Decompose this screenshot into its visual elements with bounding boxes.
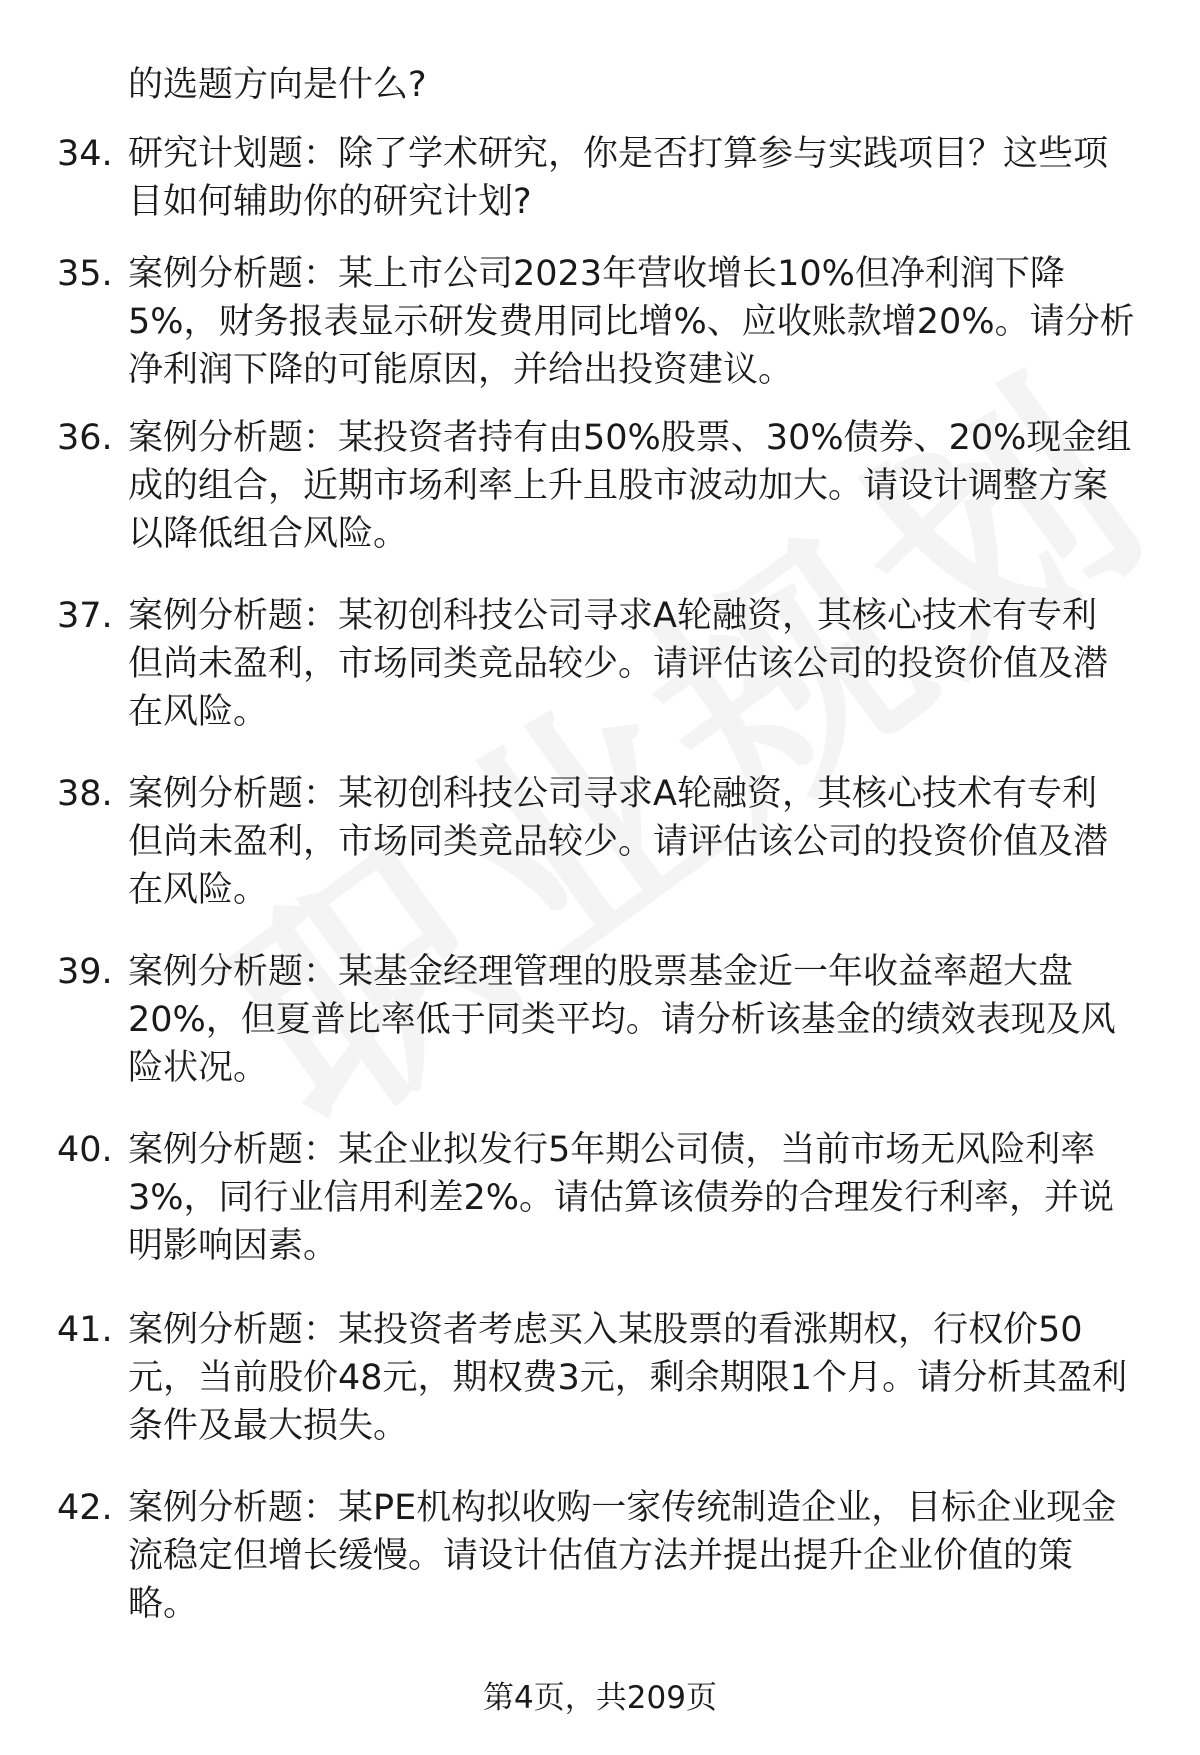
- text-line: 研究计划题：除了学术研究，你是否打算参与实践项目？这些项: [128, 134, 1109, 174]
- text-line: 在风险。: [128, 870, 269, 910]
- question-text: [128, 948, 1168, 1092]
- question-number: 37.: [57, 596, 113, 636]
- text-line: 5%，财务报表显示研发费用同比增%、应收账款增20%。请分析: [128, 302, 1135, 342]
- text-line: 案例分析题：某投资者持有由50%股票、30%债券、20%现金组: [128, 418, 1132, 458]
- text-line: 20%，但夏普比率低于同类平均。请分析该基金的绩效表现及风: [128, 1000, 1116, 1040]
- question-text: [128, 250, 1168, 394]
- text-line: 条件及最大损失。: [128, 1406, 409, 1446]
- question-number: 39.: [57, 952, 113, 992]
- text-line: 3%，同行业信用利差2%。请估算该债券的合理发行利率，并说: [128, 1178, 1115, 1218]
- text-line: 流稳定但增长缓慢。请设计估值方法并提出提升企业价值的策: [128, 1536, 1074, 1576]
- text-line: 元，当前股价48元，期权费3元，剩余期限1个月。请分析其盈利: [128, 1358, 1128, 1398]
- page-footer: [0, 1678, 1200, 1718]
- question-number: 34.: [57, 134, 113, 174]
- question-number: 41.: [57, 1310, 113, 1350]
- text-line: 但尚未盈利，市场同类竞品较少。请评估该公司的投资价值及潜: [128, 644, 1109, 684]
- text-line: 案例分析题：某初创科技公司寻求A轮融资，其核心技术有专利: [128, 596, 1097, 636]
- text-line: 净利润下降的可能原因，并给出投资建议。: [128, 350, 794, 390]
- question-number: 36.: [57, 418, 113, 458]
- text-line: 案例分析题：某投资者考虑买入某股票的看涨期权，行权价50: [128, 1310, 1083, 1350]
- question-text: [128, 414, 1168, 558]
- text-line: 明影响因素。: [128, 1226, 339, 1266]
- question-number: 38.: [57, 774, 113, 814]
- question-text: [128, 1126, 1168, 1270]
- question-text: [128, 770, 1168, 914]
- text-line: 以降低组合风险。: [128, 514, 409, 554]
- question-text: [128, 1306, 1168, 1450]
- text-line: 略。: [128, 1584, 199, 1624]
- text-line: 险状况。: [128, 1048, 269, 1088]
- text-line: 目如何辅助你的研究计划?: [128, 182, 532, 222]
- question-text: [128, 592, 1168, 736]
- text-line: 案例分析题：某初创科技公司寻求A轮融资，其核心技术有专利: [128, 774, 1097, 814]
- question-number: 35.: [57, 254, 113, 294]
- text-line: 成的组合，近期市场利率上升且股市波动加大。请设计调整方案: [128, 466, 1109, 506]
- question-text: [128, 61, 1168, 109]
- question-number: 42.: [57, 1488, 113, 1528]
- question-number: 40.: [57, 1130, 113, 1170]
- question-text: [128, 130, 1168, 226]
- text-line: 案例分析题：某PE机构拟收购一家传统制造企业，目标企业现金: [128, 1488, 1117, 1528]
- page-number-label: 第4页，共209页: [483, 1680, 717, 1716]
- text-line: 案例分析题：某企业拟发行5年期公司债，当前市场无风险利率: [128, 1130, 1096, 1170]
- text-line: 但尚未盈利，市场同类竞品较少。请评估该公司的投资价值及潜: [128, 822, 1109, 862]
- question-text: [128, 1484, 1168, 1628]
- text-line: 在风险。: [128, 692, 269, 732]
- text-line: 案例分析题：某基金经理管理的股票基金近一年收益率超大盘: [128, 952, 1074, 992]
- text-line: 的选题方向是什么?: [128, 65, 427, 105]
- text-line: 案例分析题：某上市公司2023年营收增长10%但净利润下降: [128, 254, 1065, 294]
